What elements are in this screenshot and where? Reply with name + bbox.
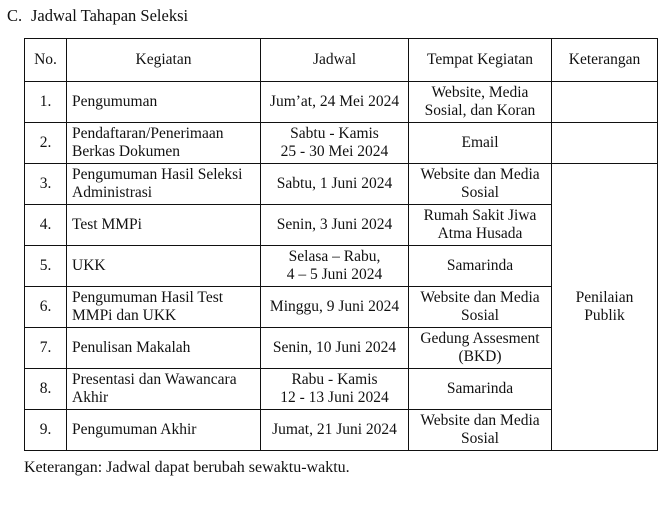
cell-place <box>409 328 552 369</box>
cell-number: 6. <box>25 287 67 328</box>
cell-activity <box>67 82 261 123</box>
cell-note-empty <box>552 123 658 164</box>
cell-line: Publik <box>584 307 625 324</box>
cell-line: Administrasi <box>72 184 153 201</box>
cell-schedule <box>261 246 409 287</box>
cell-number: 5. <box>25 246 67 287</box>
cell-line: Pengumuman Hasil Test <box>72 289 224 306</box>
cell-line: Email <box>461 134 499 151</box>
cell-number: 9. <box>25 410 67 451</box>
cell-schedule <box>261 369 409 410</box>
cell-number: 8. <box>25 369 67 410</box>
cell-place <box>409 164 552 205</box>
cell-line: Gedung Assesment <box>420 330 540 347</box>
cell-line: MMPi dan UKK <box>72 307 177 324</box>
cell-line: Website, Media <box>431 84 529 101</box>
cell-line: Senin, 3 Juni 2024 <box>276 216 393 233</box>
cell-place <box>409 410 552 451</box>
cell-number: 4. <box>25 205 67 246</box>
schedule-footnote: Keterangan: Jadwal dapat berubah sewaktu-waktu. <box>24 459 350 476</box>
cell-line: Website dan Media <box>420 289 540 306</box>
table-row <box>25 164 658 205</box>
cell-line: Minggu, 9 Juni 2024 <box>269 298 400 315</box>
header-schedule: Jadwal <box>261 39 409 82</box>
cell-activity <box>67 328 261 369</box>
table-row <box>25 82 658 123</box>
cell-line: Akhir <box>72 389 109 406</box>
cell-place <box>409 123 552 164</box>
cell-schedule <box>261 205 409 246</box>
section-marker: C. <box>7 6 23 25</box>
cell-line: Sabtu, 1 Juni 2024 <box>276 175 393 192</box>
cell-place <box>409 287 552 328</box>
cell-line: Pendaftaran/Penerimaan <box>72 125 224 142</box>
cell-number: 7. <box>25 328 67 369</box>
schedule-table <box>24 38 658 451</box>
cell-line: 12 - 13 Juni 2024 <box>280 389 389 406</box>
cell-line: Test MMPi <box>72 216 142 233</box>
cell-activity <box>67 410 261 451</box>
cell-line: Presentasi dan Wawancara <box>72 371 237 388</box>
cell-activity <box>67 123 261 164</box>
table-row <box>25 123 658 164</box>
cell-line: 4 – 5 Juni 2024 <box>286 266 383 283</box>
cell-schedule <box>261 410 409 451</box>
cell-line: (BKD) <box>458 348 502 365</box>
cell-line: Pengumuman Akhir <box>72 421 197 438</box>
cell-line: Selasa – Rabu, <box>288 248 381 265</box>
cell-line: Berkas Dokumen <box>72 143 181 160</box>
header-no: No. <box>25 39 67 82</box>
cell-line: Pengumuman <box>72 93 158 110</box>
cell-place <box>409 82 552 123</box>
section-heading <box>7 6 188 26</box>
cell-note-empty <box>552 82 658 123</box>
cell-schedule <box>261 123 409 164</box>
header-place: Tempat Kegiatan <box>409 39 552 82</box>
cell-line: Atma Husada <box>437 225 523 242</box>
cell-line: 25 - 30 Mei 2024 <box>280 143 389 160</box>
header-note: Keterangan <box>552 39 658 82</box>
header-activity: Kegiatan <box>67 39 261 82</box>
cell-line: Sabtu - Kamis <box>290 125 379 142</box>
cell-activity <box>67 164 261 205</box>
schedule-table-body <box>25 82 658 451</box>
cell-number: 3. <box>25 164 67 205</box>
cell-line: Website dan Media <box>420 166 540 183</box>
cell-schedule <box>261 328 409 369</box>
cell-place <box>409 246 552 287</box>
cell-place <box>409 369 552 410</box>
cell-line: Penulisan Makalah <box>72 339 191 356</box>
cell-activity <box>67 369 261 410</box>
cell-number: 2. <box>25 123 67 164</box>
cell-line: Rabu - Kamis <box>291 371 378 388</box>
cell-line: Website dan Media <box>420 412 540 429</box>
cell-activity <box>67 287 261 328</box>
cell-activity <box>67 246 261 287</box>
cell-line: Sosial <box>461 430 499 447</box>
cell-note-merged <box>552 164 658 451</box>
cell-line: Penilaian <box>575 289 634 306</box>
cell-schedule <box>261 287 409 328</box>
cell-line: Samarinda <box>446 257 514 274</box>
cell-line: Senin, 10 Juni 2024 <box>272 339 397 356</box>
cell-place <box>409 205 552 246</box>
cell-line: Jum’at, 24 Mei 2024 <box>269 93 400 110</box>
cell-line: Pengumuman Hasil Seleksi <box>72 166 243 183</box>
cell-line: UKK <box>72 257 106 274</box>
cell-line: Rumah Sakit Jiwa <box>423 207 537 224</box>
table-header-row <box>25 39 658 82</box>
section-title: Jadwal Tahapan Seleksi <box>31 6 189 25</box>
cell-line: Sosial, dan Koran <box>424 102 536 119</box>
cell-line: Samarinda <box>446 380 514 397</box>
cell-line: Sosial <box>461 184 499 201</box>
cell-schedule <box>261 82 409 123</box>
cell-line: Sosial <box>461 307 499 324</box>
cell-schedule <box>261 164 409 205</box>
cell-line: Jumat, 21 Juni 2024 <box>272 421 397 438</box>
cell-activity <box>67 205 261 246</box>
cell-number: 1. <box>25 82 67 123</box>
